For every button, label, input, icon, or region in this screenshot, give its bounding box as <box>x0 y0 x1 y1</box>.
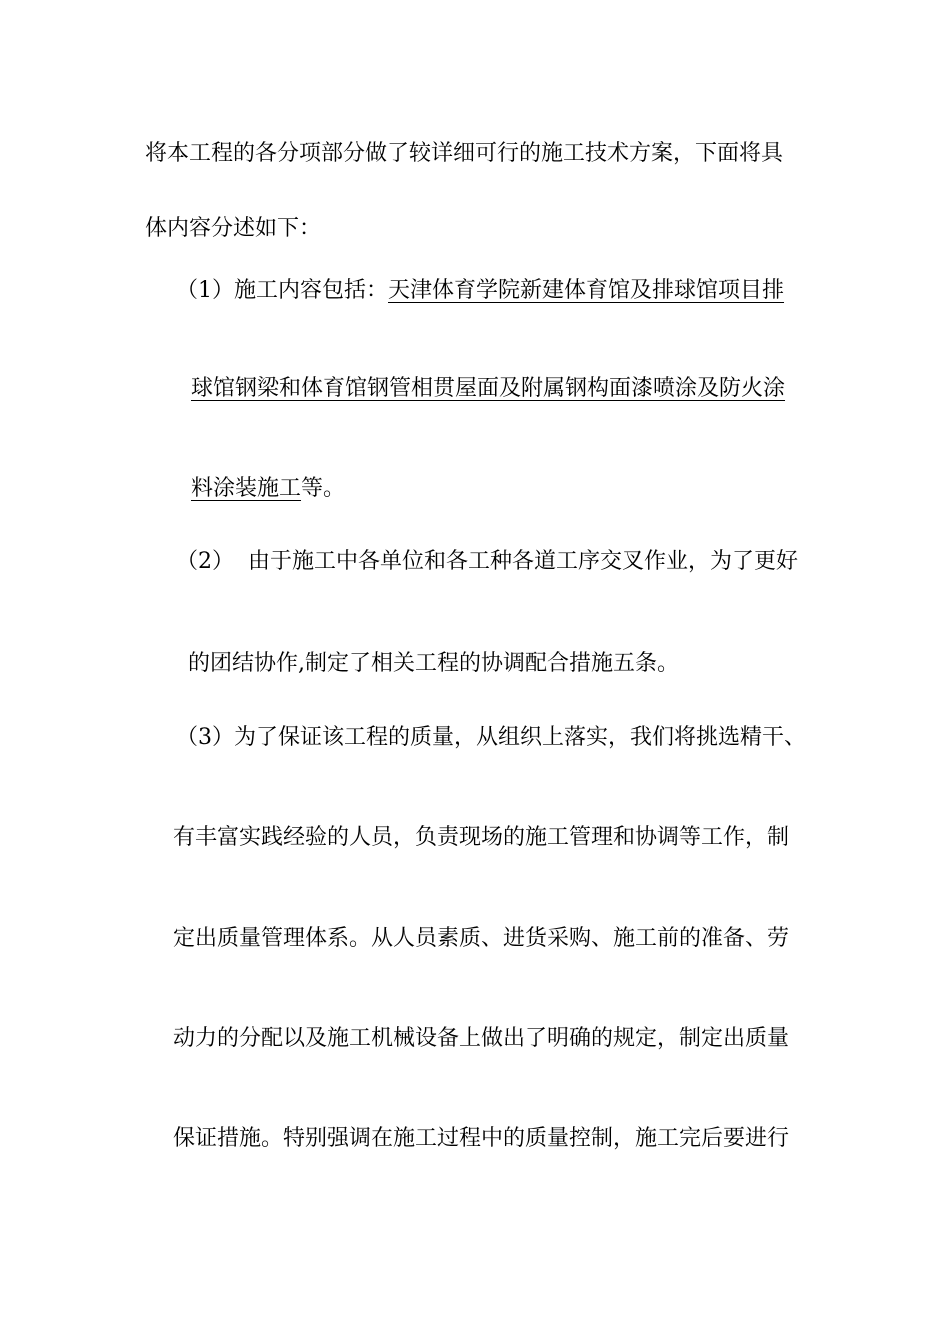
intro-line-1: 将本工程的各分项部分做了较详细可行的施工技术方案，下面将具 <box>145 141 784 166</box>
intro-line-2: 体内容分述如下： <box>145 216 322 241</box>
item1-underlined-text-3: 料涂装施工 <box>191 476 302 501</box>
item3-line-1: （3）为了保证该工程的质量，从组织上落实，我们将挑选精干、 <box>176 725 806 750</box>
item3-line-5: 保证措施。特别强调在施工过程中的质量控制，施工完后要进行 <box>173 1126 790 1151</box>
item1-line-2: 球馆钢梁和体育馆钢管相贯屋面及附属钢构面漆喷涂及防火涂 <box>191 376 786 401</box>
item3-line-3: 定出质量管理体系。从人员素质、进货采购、施工前的准备、劳 <box>173 926 790 951</box>
item2-line-1: （2） 由于施工中各单位和各工种各道工序交叉作业，为了更好 <box>176 549 798 574</box>
item2-line-2: 的团结协作,制定了相关工程的协调配合措施五条。 <box>188 651 679 676</box>
item1-prefix: （1）施工内容包括： <box>176 278 388 303</box>
item3-line-2: 有丰富实践经验的人员，负责现场的施工管理和协调等工作，制 <box>173 825 790 850</box>
item1-underlined-text-1: 天津体育学院新建体育馆及排球馆项目排 <box>388 278 785 303</box>
item1-line-1 <box>176 276 784 306</box>
item1-line-3 <box>191 474 345 504</box>
item1-suffix: 等。 <box>301 476 346 501</box>
item3-line-4: 动力的分配以及施工机械设备上做出了明确的规定，制定出质量 <box>173 1026 790 1051</box>
